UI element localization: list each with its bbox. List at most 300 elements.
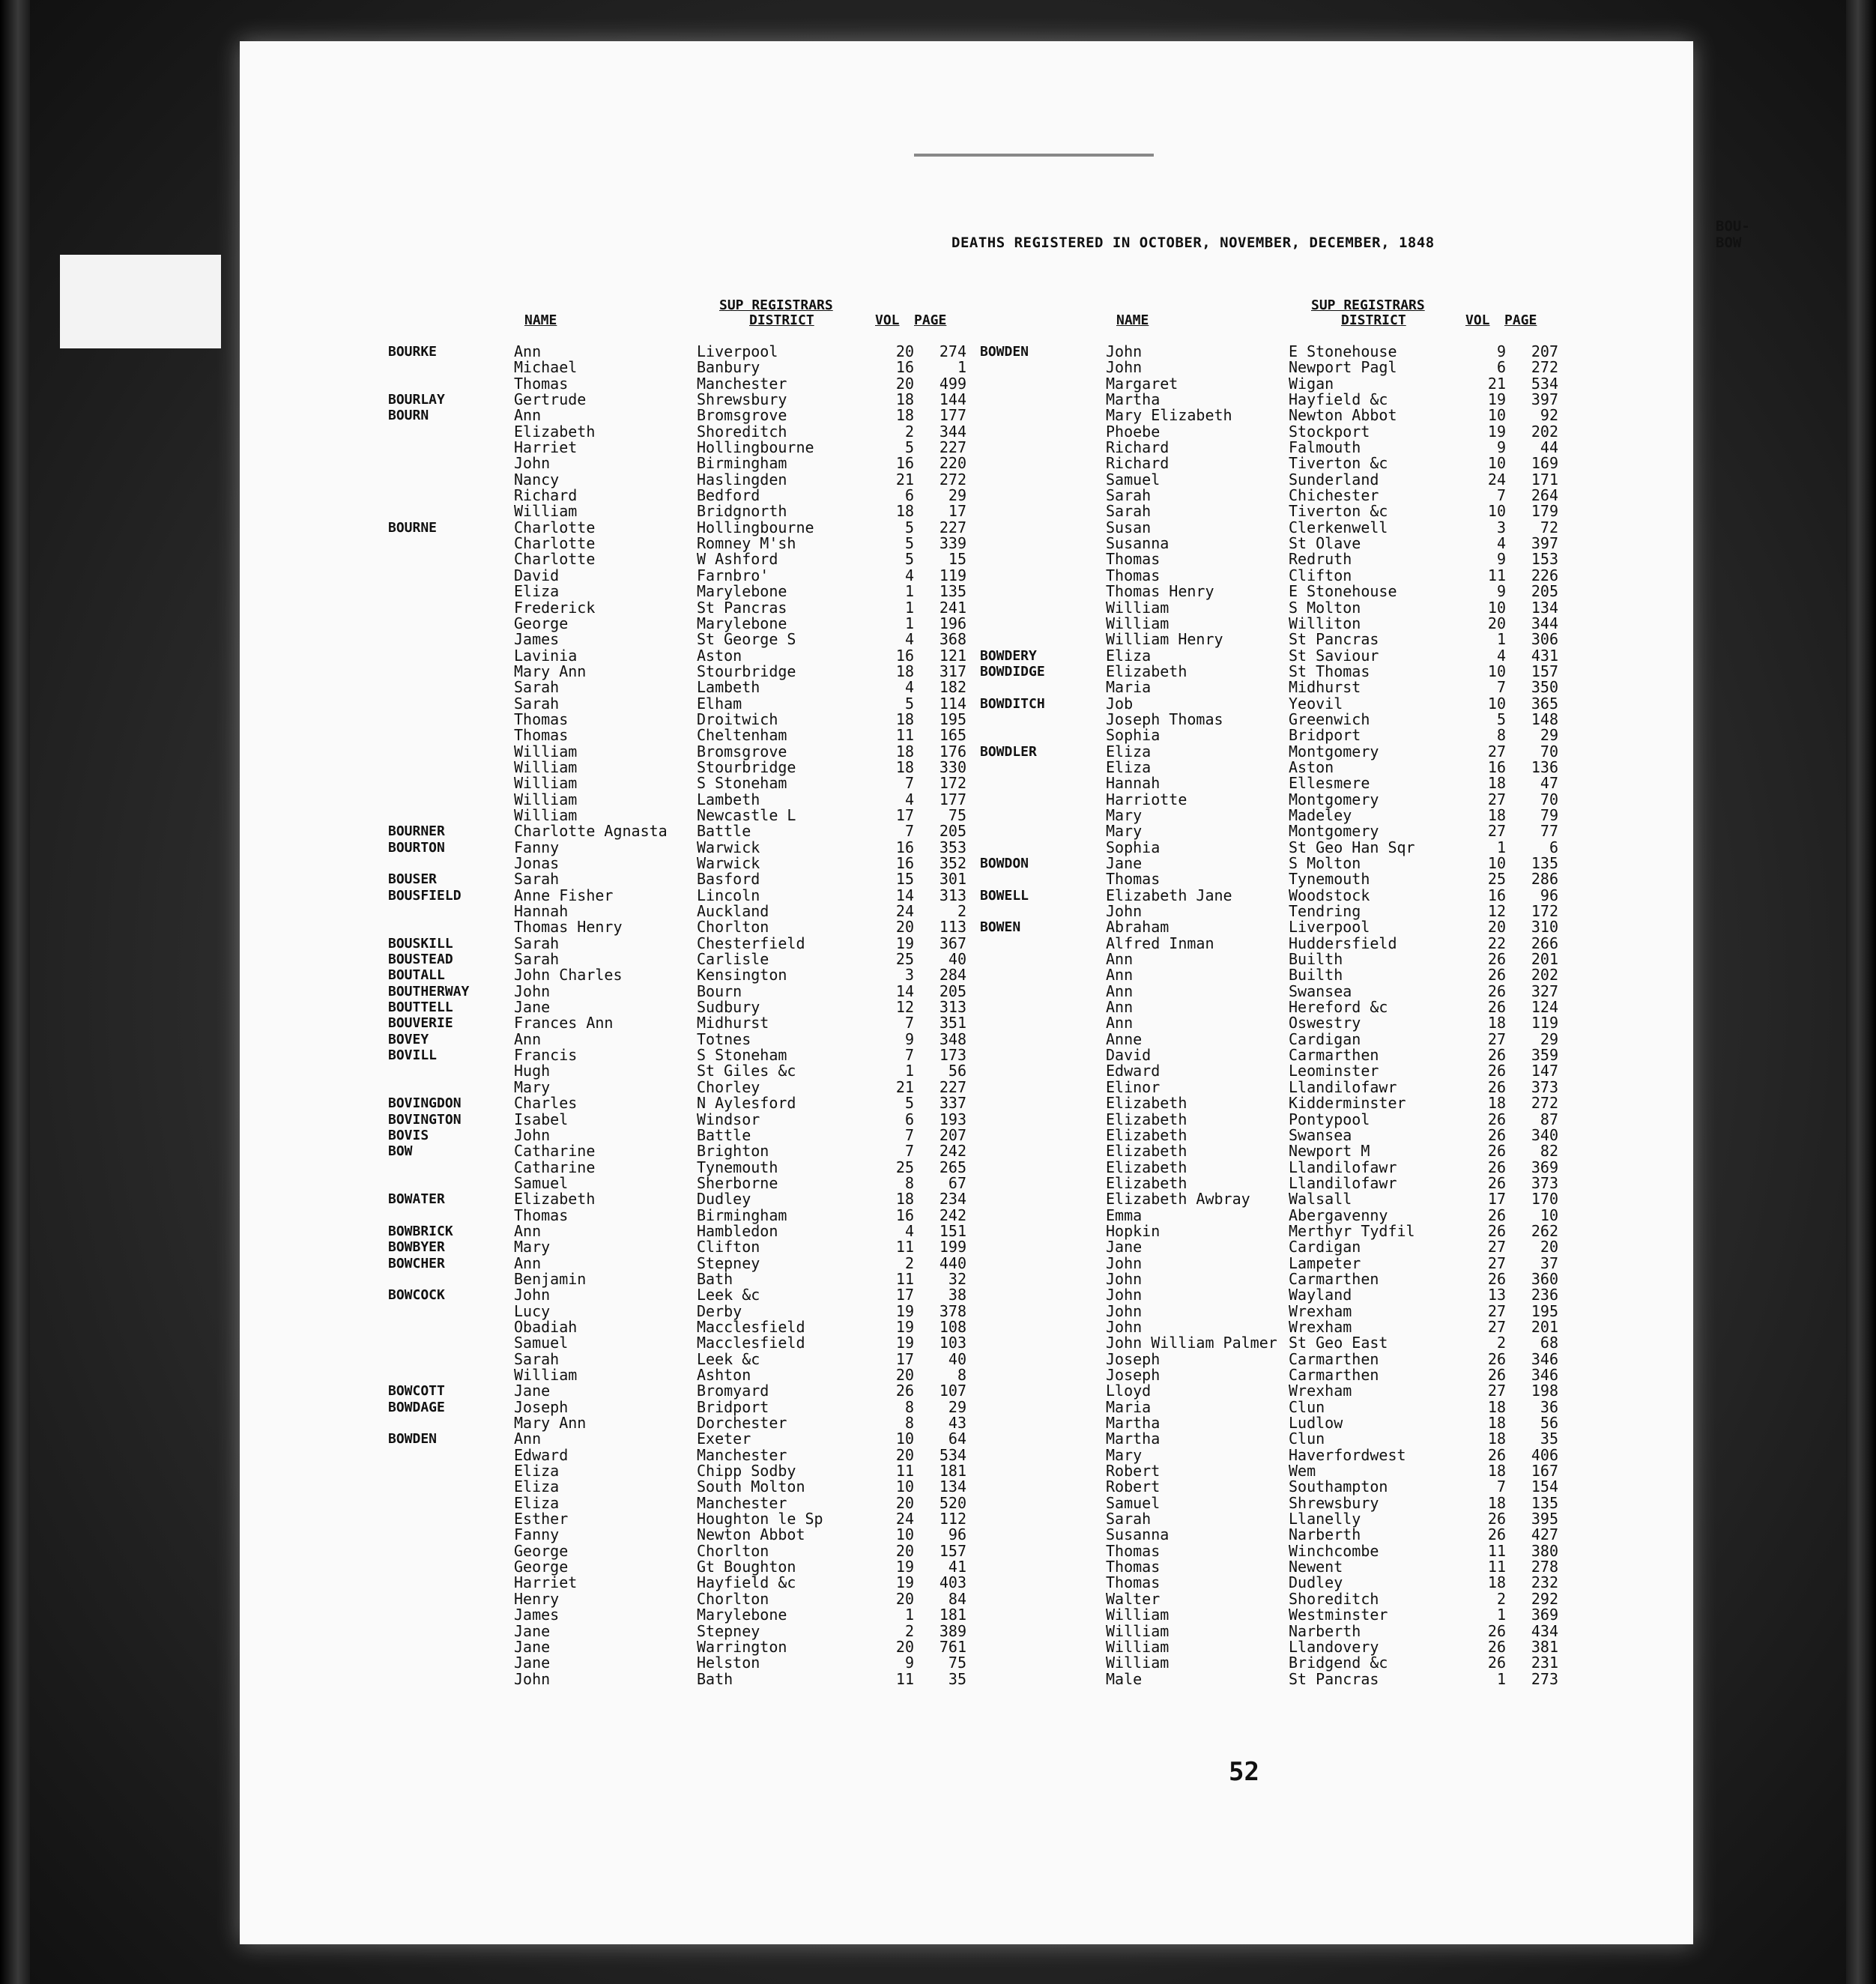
register-entry (388, 488, 972, 503)
entry-page: 29 (1540, 1029, 1558, 1048)
entry-page: 1 (957, 358, 966, 377)
entry-page: 380 (1531, 1541, 1558, 1560)
entry-page: 43 (948, 1414, 966, 1433)
entry-page: 241 (939, 598, 966, 617)
entry-volume: 20 (895, 374, 914, 393)
entry-surname: BOURNE (388, 519, 438, 536)
entry-volume: 1 (1496, 630, 1506, 649)
entry-district: Falmouth (1289, 438, 1361, 457)
entry-district: Tynemouth (697, 1158, 778, 1176)
register-entry (388, 1527, 972, 1543)
entry-district: Cardigan (1289, 1238, 1361, 1256)
entry-district: Warrington (697, 1637, 787, 1656)
entry-district: Shrewsbury (697, 390, 787, 409)
entry-volume: 26 (1487, 1445, 1506, 1464)
register-entry (980, 1621, 1564, 1640)
entry-given-name: Mary (1106, 805, 1143, 824)
entry-volume: 10 (1487, 406, 1506, 425)
entry-volume: 12 (1487, 902, 1506, 921)
entry-district: Hollingbourne (697, 518, 814, 536)
entry-volume: 6 (904, 1110, 914, 1128)
entry-volume: 16 (895, 1206, 914, 1224)
register-entry (980, 1077, 1564, 1096)
register-entry (388, 1655, 972, 1671)
entry-volume: 18 (895, 390, 914, 409)
entry-given-name: Charles (514, 1094, 578, 1113)
entry-volume: 26 (1487, 1125, 1506, 1144)
register-entry (388, 664, 972, 680)
register-entry (980, 1095, 1564, 1111)
register-entry (980, 1591, 1564, 1607)
entry-volume: 20 (895, 918, 914, 937)
register-entry (980, 1063, 1564, 1079)
entry-volume: 11 (895, 1238, 914, 1256)
register-entry (388, 1239, 972, 1255)
register-entry (980, 616, 1564, 632)
entry-volume: 1 (1496, 838, 1506, 856)
register-entry (980, 1397, 1564, 1416)
entry-district: Oswestry (1289, 1014, 1361, 1032)
register-entry (980, 919, 1564, 935)
entry-volume: 20 (1487, 614, 1506, 632)
entry-surname: BOURLAY (388, 392, 445, 408)
entry-surname: BOVEY (388, 1031, 429, 1047)
register-entry (980, 1221, 1564, 1240)
entry-surname: BOUTHERWAY (388, 983, 470, 999)
entry-given-name: Jane (1106, 1238, 1143, 1256)
register-entry (388, 1160, 972, 1176)
entry-page: 75 (948, 805, 966, 824)
entry-page: 195 (939, 710, 966, 728)
entry-surname: BOURN (388, 408, 429, 424)
entry-district: Basford (697, 870, 760, 889)
entry-page: 395 (1531, 1510, 1558, 1528)
register-entry (980, 1239, 1564, 1255)
entry-given-name: Mary (514, 1077, 551, 1096)
entry-district: Chichester (1289, 486, 1379, 505)
entry-district: Romney M'sh (697, 534, 796, 553)
entry-district: St Pancras (1289, 630, 1379, 649)
entry-volume: 8 (1496, 726, 1506, 745)
entry-district: St Olave (1289, 534, 1361, 553)
entry-given-name: Sarah (514, 694, 560, 713)
entry-district: Stourbridge (697, 662, 796, 680)
entry-given-name: Abraham (1106, 918, 1170, 937)
entry-page: 181 (939, 1462, 966, 1481)
entry-volume: 27 (1487, 1253, 1506, 1272)
entry-page: 113 (939, 918, 966, 937)
entry-district: Leominster (1289, 1062, 1379, 1080)
entry-district: Walsall (1289, 1190, 1352, 1209)
entry-page: 427 (1531, 1525, 1558, 1544)
entry-volume: 2 (904, 1253, 914, 1272)
entry-given-name: Frederick (514, 598, 596, 617)
register-entry (980, 805, 1564, 824)
entry-district: Newport M (1289, 1142, 1370, 1161)
entry-given-name: Gertrude (514, 390, 587, 409)
entry-surname: BOUVERIE (388, 1015, 453, 1032)
entry-district: Liverpool (697, 342, 778, 360)
register-entry (388, 1335, 972, 1351)
entry-given-name: Catharine (514, 1142, 596, 1161)
entry-district: Carmarthen (1289, 1269, 1379, 1288)
entry-volume: 1 (904, 582, 914, 601)
entry-volume: 24 (895, 902, 914, 921)
entry-given-name: Elizabeth (514, 1190, 596, 1209)
entry-page: 124 (1531, 998, 1558, 1017)
entry-volume: 9 (1496, 342, 1506, 360)
entry-district: Hollingbourne (697, 438, 814, 457)
entry-page: 365 (1531, 694, 1558, 713)
register-entry (388, 805, 972, 824)
entry-given-name: Sarah (514, 1349, 560, 1368)
entry-page: 274 (939, 342, 966, 360)
entry-given-name: Jane (514, 1382, 551, 1400)
entry-page: 337 (939, 1094, 966, 1113)
entry-district: Yeovil (1289, 694, 1343, 713)
entry-given-name: Charlotte Agnasta (514, 822, 668, 841)
entry-given-name: Susan (1106, 518, 1152, 536)
entry-district: Marylebone (697, 582, 787, 601)
entry-page: 278 (1531, 1558, 1558, 1576)
entry-district: Shoreditch (697, 422, 787, 441)
register-entry (388, 1253, 972, 1272)
entry-given-name: Mary Ann (514, 662, 587, 680)
register-entry (388, 376, 972, 392)
entry-volume: 11 (895, 1269, 914, 1288)
entry-district: Bromsgrove (697, 406, 787, 425)
entry-surname: BOVINGTON (388, 1111, 462, 1128)
entry-district: South Molton (697, 1478, 805, 1496)
entry-page: 20 (1540, 1238, 1558, 1256)
entry-volume: 18 (1487, 1430, 1506, 1448)
entry-given-name: Fanny (514, 838, 560, 856)
entry-volume: 10 (895, 1525, 914, 1544)
entry-district: Battle (697, 822, 751, 841)
entry-given-name: Ann (1106, 1014, 1134, 1032)
entry-given-name: William (514, 805, 578, 824)
entry-given-name: Thomas (1106, 566, 1161, 584)
entry-district: Hayfield &c (1289, 390, 1388, 409)
entry-given-name: William (1106, 598, 1170, 617)
entry-given-name: Ann (1106, 982, 1134, 1000)
entry-page: 265 (939, 1158, 966, 1176)
entry-page: 29 (1540, 726, 1558, 745)
entry-page: 47 (1540, 774, 1558, 793)
register-page (240, 41, 1750, 1944)
entry-district: Chorlton (697, 918, 769, 937)
entry-page: 202 (1531, 966, 1558, 985)
entry-volume: 14 (895, 982, 914, 1000)
entry-page: 79 (1540, 805, 1558, 824)
register-entry (388, 1349, 972, 1368)
entry-surname: BOUSFIELD (388, 887, 462, 904)
entry-district: Helston (697, 1654, 760, 1672)
entry-district: Manchester (697, 1493, 787, 1512)
entry-given-name: Ann (514, 406, 542, 425)
entry-given-name: William (1106, 614, 1170, 632)
register-entry (388, 392, 972, 408)
entry-district: Macclesfield (697, 1317, 805, 1336)
entry-district: Midhurst (1289, 678, 1361, 697)
entry-district: Swansea (1289, 982, 1352, 1000)
entry-volume: 17 (895, 1286, 914, 1304)
register-entry (980, 1495, 1564, 1511)
entry-page: 202 (1531, 422, 1558, 441)
entry-given-name: William (1106, 1637, 1170, 1656)
register-entry (980, 1191, 1564, 1207)
entry-district: Wayland (1289, 1286, 1352, 1304)
entry-given-name: John (514, 1286, 551, 1304)
entry-district: Ellesmere (1289, 774, 1370, 793)
entry-given-name: Mary (1106, 822, 1143, 841)
entry-volume: 20 (895, 1366, 914, 1384)
entry-given-name: Samuel (514, 1173, 569, 1192)
entry-district: Llandilofawr (1289, 1158, 1397, 1176)
entry-district: Wigan (1289, 374, 1334, 393)
entry-volume: 18 (895, 662, 914, 680)
register-entry (388, 456, 972, 471)
entry-given-name: Sarah (514, 870, 560, 889)
entry-volume: 8 (904, 1173, 914, 1192)
entry-page: 207 (1531, 342, 1558, 360)
entry-given-name: Elizabeth (514, 422, 596, 441)
entry-volume: 11 (895, 1669, 914, 1688)
entry-given-name: Mary Elizabeth (1106, 406, 1232, 425)
entry-page: 264 (1531, 486, 1558, 505)
entry-page: 313 (939, 886, 966, 904)
entry-page: 344 (939, 422, 966, 441)
entry-page: 520 (939, 1493, 966, 1512)
entry-district: Brighton (697, 1142, 769, 1161)
register-entry (388, 1591, 972, 1607)
register-entry (388, 757, 972, 776)
entry-district: Birmingham (697, 1206, 787, 1224)
entry-given-name: John Charles (514, 966, 623, 985)
entry-page: 266 (1531, 934, 1558, 952)
entry-volume: 4 (904, 1221, 914, 1240)
entry-district: Builth (1289, 950, 1343, 969)
entry-given-name: Joseph (514, 1397, 569, 1416)
entry-page: 40 (948, 1349, 966, 1368)
entry-district: St Saviour (1289, 646, 1379, 665)
entry-volume: 27 (1487, 742, 1506, 760)
entry-district: Abergavenny (1289, 1206, 1388, 1224)
register-entry (980, 1029, 1564, 1048)
entry-page: 389 (939, 1621, 966, 1640)
entry-surname: BOURTON (388, 839, 445, 856)
entry-volume: 4 (904, 566, 914, 584)
entry-volume: 11 (1487, 566, 1506, 584)
entry-page: 198 (1531, 1382, 1558, 1400)
entry-volume: 18 (1487, 774, 1506, 793)
entry-page: 367 (939, 934, 966, 952)
register-entry (980, 1301, 1564, 1320)
header-vol-left: VOL (875, 312, 900, 328)
register-entry (388, 984, 972, 999)
entry-given-name: Walter (1106, 1589, 1161, 1608)
entry-district: Ludlow (1289, 1414, 1343, 1433)
register-entry (980, 1015, 1564, 1031)
entry-given-name: Ann (1106, 950, 1134, 969)
entry-given-name: Samuel (1106, 1493, 1161, 1512)
surname-range: BOU-BOW (1716, 218, 1750, 251)
entry-page: 196 (939, 614, 966, 632)
entry-given-name: Elizabeth (1106, 662, 1187, 680)
entry-volume: 2 (1496, 1334, 1506, 1352)
entry-volume: 4 (904, 790, 914, 808)
entry-page: 201 (1531, 950, 1558, 969)
entry-given-name: David (1106, 1046, 1152, 1065)
register-entry (980, 1559, 1564, 1575)
register-entry (388, 888, 972, 904)
entry-page: 226 (1531, 566, 1558, 584)
entry-district: Newcastle L (697, 805, 796, 824)
entry-district: Chorlton (697, 1541, 769, 1560)
entry-district: Clun (1289, 1430, 1325, 1448)
entry-district: S Stoneham (697, 1046, 787, 1065)
entry-volume: 1 (904, 1062, 914, 1080)
entry-volume: 7 (904, 1142, 914, 1161)
entry-volume: 4 (1496, 646, 1506, 665)
entry-given-name: Mary (1106, 1445, 1143, 1464)
entry-page: 56 (948, 1062, 966, 1080)
entry-volume: 19 (895, 1317, 914, 1336)
entry-surname: BOW (388, 1143, 413, 1160)
register-entry (980, 904, 1564, 919)
entry-given-name: Alfred Inman (1106, 934, 1214, 952)
register-entry (388, 1575, 972, 1591)
entry-page: 317 (939, 662, 966, 680)
entry-district: S Molton (1289, 598, 1361, 617)
entry-given-name: Charlotte (514, 518, 596, 536)
register-entry (980, 1463, 1564, 1479)
register-entry (980, 584, 1564, 599)
entry-district: Chipp Sodby (697, 1462, 796, 1481)
entry-page: 2 (957, 902, 966, 921)
register-entry (980, 503, 1564, 519)
entry-district: Lampeter (1289, 1253, 1361, 1272)
entry-district: Wrexham (1289, 1382, 1352, 1400)
entry-given-name: Anne Fisher (514, 886, 614, 904)
entry-volume: 17 (895, 805, 914, 824)
entry-volume: 20 (895, 1493, 914, 1512)
entry-volume: 21 (895, 470, 914, 489)
entry-district: Newton Abbot (697, 1525, 805, 1544)
register-entry (388, 1621, 972, 1640)
entry-given-name: Sophia (1106, 838, 1161, 856)
register-entry (388, 1301, 972, 1320)
entry-page: 75 (948, 1654, 966, 1672)
entry-district: Warwick (697, 854, 760, 872)
register-entry (980, 1047, 1564, 1063)
register-entry (388, 1607, 972, 1623)
microfilm-label-tab (60, 255, 221, 348)
entry-volume: 17 (895, 1349, 914, 1368)
entry-district: St Pancras (697, 598, 787, 617)
entry-page: 153 (1531, 550, 1558, 569)
register-entry (388, 1063, 972, 1079)
entry-given-name: Elizabeth Jane (1106, 886, 1232, 904)
entry-district: Marylebone (697, 1606, 787, 1624)
entry-given-name: Hopkin (1106, 1221, 1161, 1240)
entry-given-name: Lloyd (1106, 1382, 1152, 1400)
entry-district: Winchcombe (1289, 1541, 1379, 1560)
entry-surname: BOUSER (388, 871, 438, 888)
register-entry (388, 1639, 972, 1655)
entry-district: Wrexham (1289, 1317, 1352, 1336)
register-entry (388, 1287, 972, 1303)
entry-volume: 26 (1487, 1077, 1506, 1096)
entry-district: Farnbro' (697, 566, 769, 584)
entry-page: 29 (948, 486, 966, 505)
entry-district: Lambeth (697, 678, 760, 697)
entry-volume: 7 (1496, 678, 1506, 697)
entry-district: Greenwich (1289, 710, 1370, 728)
entry-surname: BOWEN (980, 919, 1021, 936)
register-entry (980, 696, 1564, 712)
entry-district: Chorlton (697, 1589, 769, 1608)
register-entry (980, 1511, 1564, 1527)
register-entry (980, 1367, 1564, 1383)
entry-page: 68 (1540, 1334, 1558, 1352)
register-entry (388, 1173, 972, 1192)
entry-district: Clun (1289, 1397, 1325, 1416)
entry-volume: 17 (1487, 1190, 1506, 1209)
header-district-left: DISTRICT (749, 312, 814, 328)
entry-page: 359 (1531, 1046, 1558, 1065)
register-entry (388, 1463, 972, 1479)
entry-surname: BOURKE (388, 344, 438, 360)
entry-given-name: Lucy (514, 1301, 551, 1320)
entry-district: Chorley (697, 1077, 760, 1096)
entry-given-name: Joseph Thomas (1106, 710, 1223, 728)
entry-page: 96 (948, 1525, 966, 1544)
entry-surname: BOVINGDON (388, 1095, 462, 1112)
register-entry (980, 1669, 1564, 1688)
entry-given-name: Sarah (1106, 486, 1152, 505)
entry-district: Dorchester (697, 1414, 787, 1433)
register-entry (980, 1253, 1564, 1272)
entry-volume: 16 (895, 646, 914, 665)
register-entry (388, 856, 972, 871)
entry-given-name: Susanna (1106, 1525, 1170, 1544)
entry-given-name: Martha (1106, 1430, 1161, 1448)
register-entry (980, 551, 1564, 567)
entry-page: 148 (1531, 710, 1558, 728)
entry-volume: 19 (895, 934, 914, 952)
entry-page: 397 (1531, 534, 1558, 553)
entry-district: Newport Pagl (1289, 358, 1397, 377)
entry-district: Builth (1289, 966, 1343, 985)
register-entry (388, 936, 972, 952)
register-entry (980, 952, 1564, 967)
entry-given-name: William (1106, 1606, 1170, 1624)
entry-page: 262 (1531, 1221, 1558, 1240)
entry-page: 165 (939, 726, 966, 745)
entry-volume: 27 (1487, 1029, 1506, 1048)
register-entry (980, 744, 1564, 760)
entry-volume: 7 (904, 774, 914, 793)
entry-volume: 6 (904, 486, 914, 505)
entry-given-name: John (514, 454, 551, 473)
register-entry (388, 1029, 972, 1048)
entry-given-name: Phoebe (1106, 422, 1161, 441)
entry-volume: 20 (895, 342, 914, 360)
entry-district: Clifton (1289, 566, 1352, 584)
register-entry (388, 648, 972, 664)
register-entry (980, 757, 1564, 776)
